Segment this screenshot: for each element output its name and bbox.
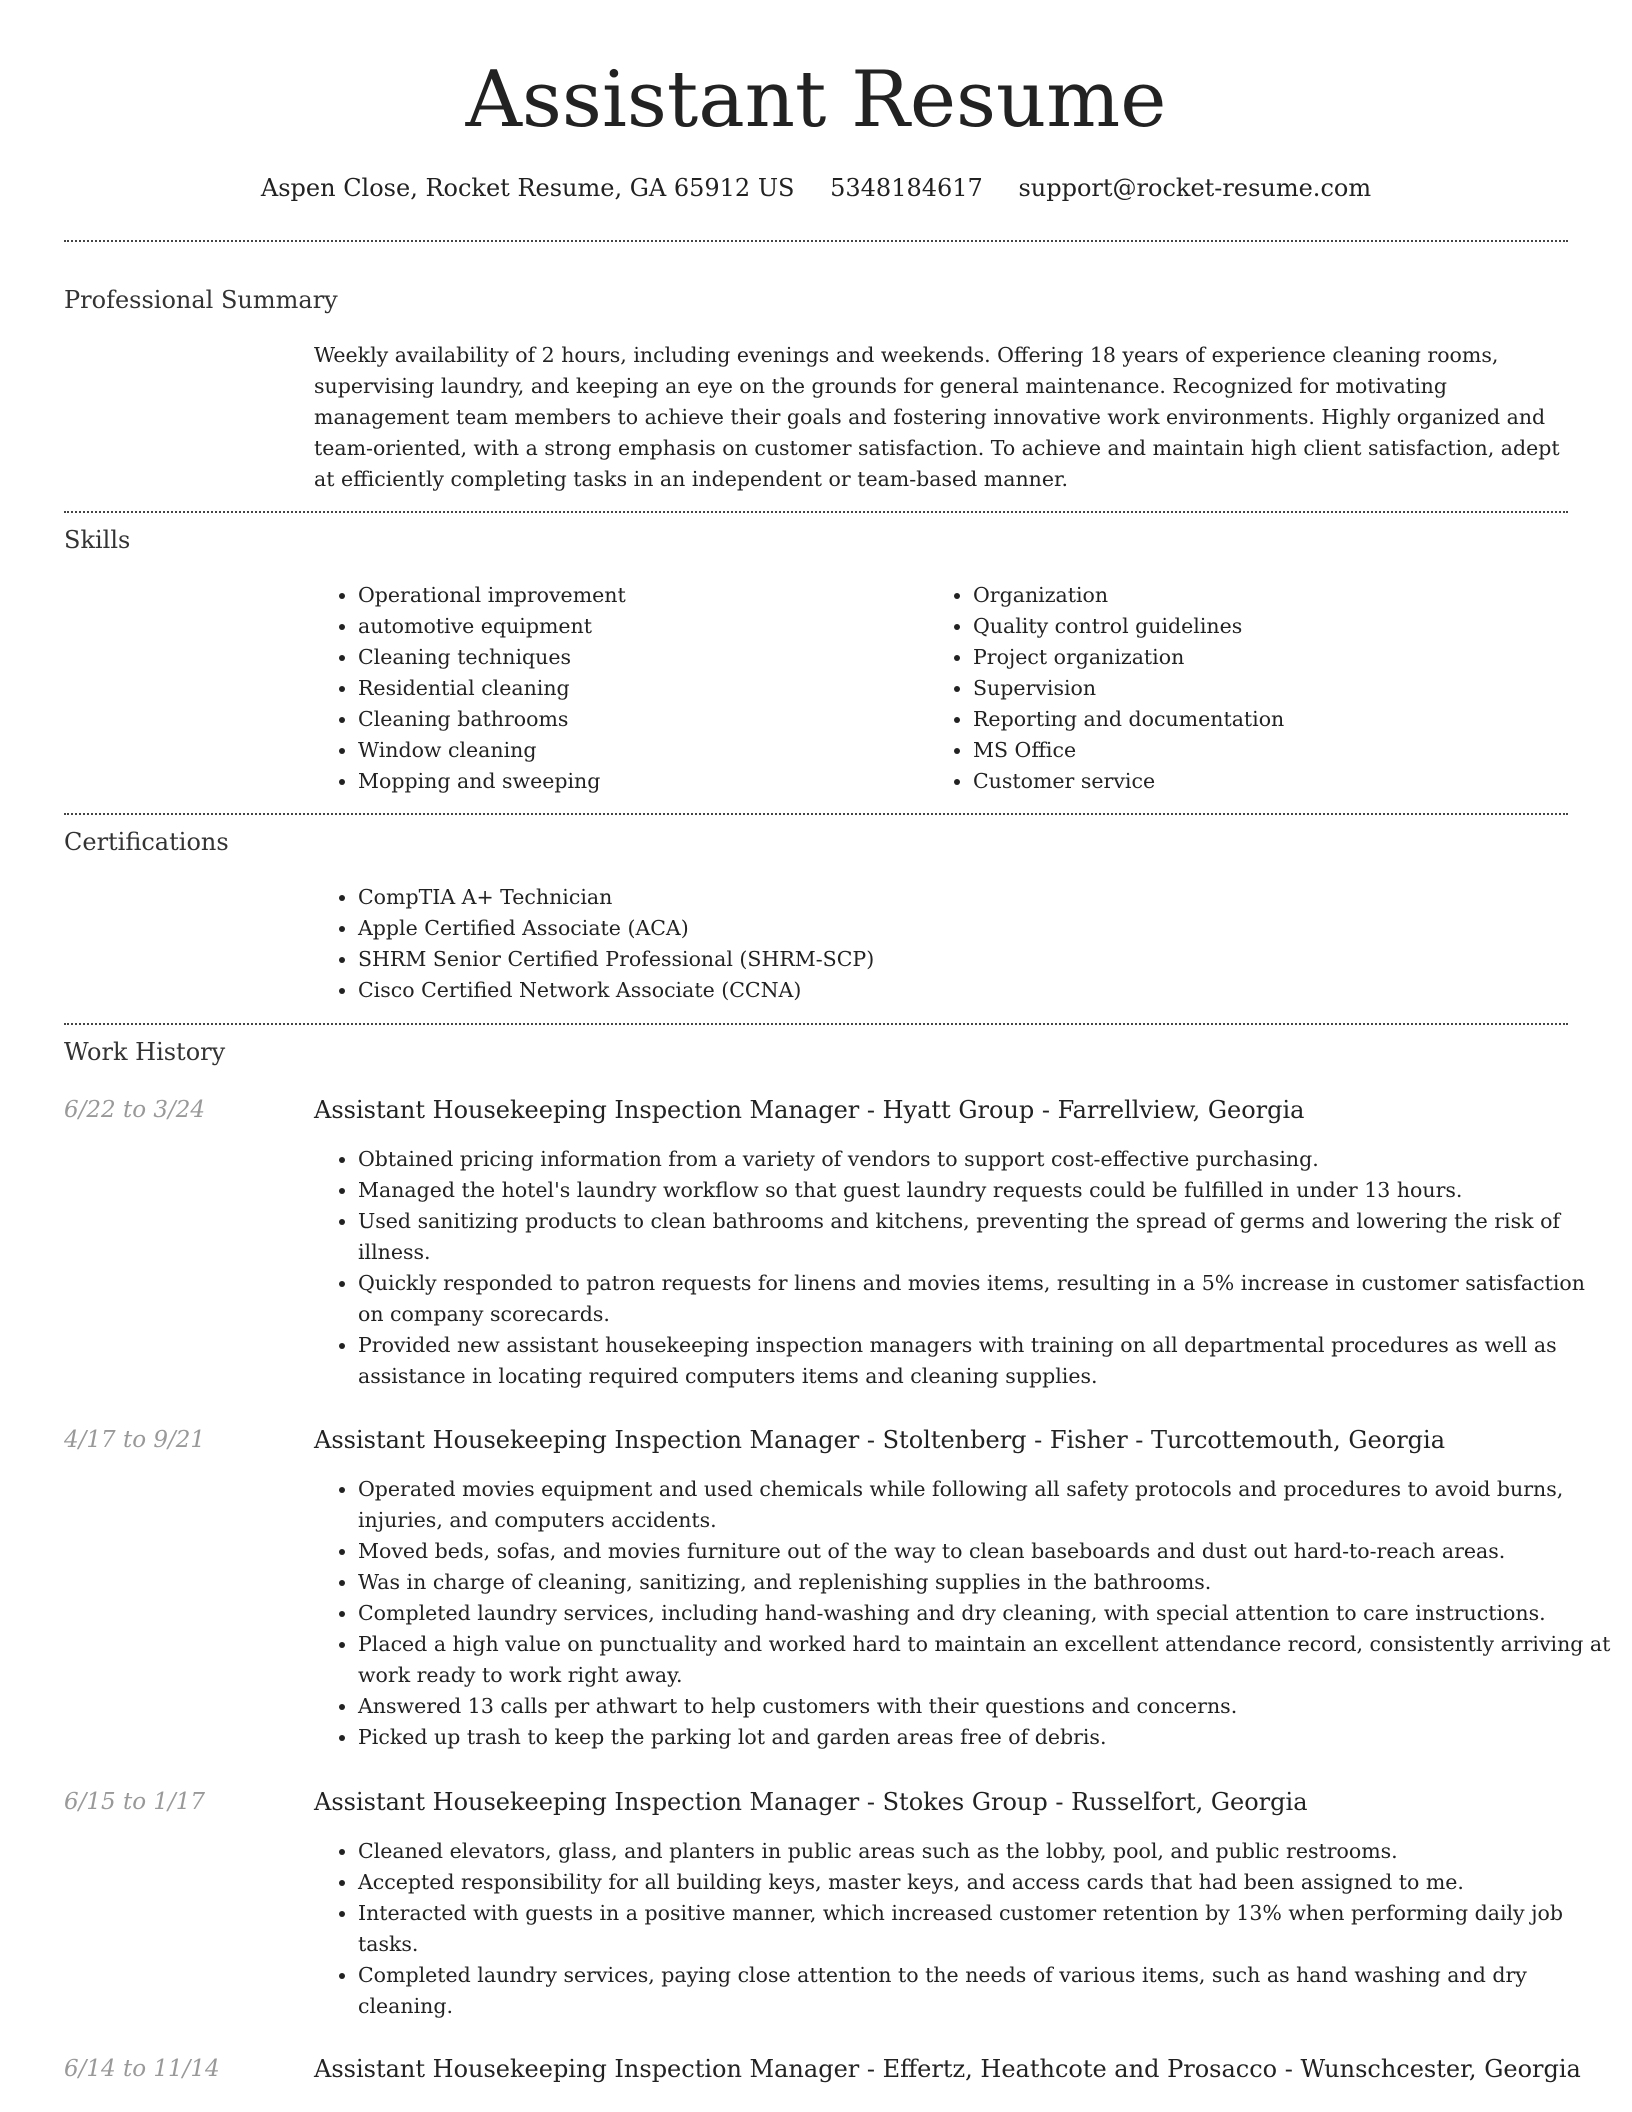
certification-item: • Cisco Certified Network Associate (CCNA) [358, 975, 1558, 1006]
job-bullet: • Accepted responsibility for all building keys, master keys, and access cards that had been assigned to me. [358, 1867, 1614, 1898]
contact-email: support@rocket-resume.com [1018, 174, 1372, 202]
job-bullet: • Provided new assistant housekeeping inspection managers with training on all departmental procedures as well as assistance in locating required computers items and cleaning supplies. [358, 1330, 1614, 1392]
job-bullet: • Used sanitizing products to clean bathrooms and kitchens, preventing the spread of germs and lowering the risk of illness. [358, 1206, 1614, 1268]
certification-item: • Apple Certified Associate (ACA) [358, 913, 1558, 944]
certifications-list [314, 882, 1558, 1006]
job-bullet: • Was in charge of cleaning, sanitizing, and replenishing supplies in the bathrooms. [358, 1567, 1614, 1598]
skill-item: • Operational improvement [358, 580, 918, 611]
divider [64, 813, 1568, 815]
skill-item: • Window cleaning [358, 735, 918, 766]
job-title: Assistant Housekeeping Inspection Manager - Hyatt Group - Farrellview, Georgia [314, 1096, 1305, 1124]
job-dates: 4/17 to 9/21 [64, 1427, 206, 1453]
certification-item: • CompTIA A+ Technician [358, 882, 1558, 913]
skill-item: • Cleaning bathrooms [358, 704, 918, 735]
job-title: Assistant Housekeeping Inspection Manager - Stoltenberg - Fisher - Turcottemouth, Georgia [314, 1426, 1446, 1454]
job-bullet: • Obtained pricing information from a variety of vendors to support cost-effective purchasing. [358, 1144, 1614, 1175]
skill-item: • Supervision [973, 673, 1573, 704]
job-bullet: • Completed laundry services, paying close attention to the needs of various items, such as hand washing and dry cleaning. [358, 1960, 1614, 2022]
contact-phone: 5348184617 [830, 174, 983, 202]
job-bullet: • Quickly responded to patron requests for linens and movies items, resulting in a 5% increase in customer satisfaction on company scorecards. [358, 1268, 1614, 1330]
job-title: Assistant Housekeeping Inspection Manager - Stokes Group - Russelfort, Georgia [314, 1788, 1308, 1816]
work-history-heading: Work History [64, 1038, 226, 1066]
job-bullet: • Operated movies equipment and used chemicals while following all safety protocols and procedures to avoid burns, injuries, and computers accidents. [358, 1474, 1614, 1536]
skills-list-left [314, 580, 918, 797]
skill-item: • Reporting and documentation [973, 704, 1573, 735]
job-bullet: • Managed the hotel's laundry workflow so that guest laundry requests could be fulfilled in under 13 hours. [358, 1175, 1614, 1206]
skills-list-right [929, 580, 1573, 797]
job-title: Assistant Housekeeping Inspection Manager - Effertz, Heathcote and Prosacco - Wunschcester, Georgia [314, 2055, 1581, 2083]
skill-item: • Cleaning techniques [358, 642, 918, 673]
job-bullet: • Cleaned elevators, glass, and planters in public areas such as the lobby, pool, and public restrooms. [358, 1836, 1614, 1867]
job-dates: 6/22 to 3/24 [64, 1097, 206, 1123]
summary-heading: Professional Summary [64, 286, 338, 314]
skill-item: • automotive equipment [358, 611, 918, 642]
job-bullet: • Moved beds, sofas, and movies furniture out of the way to clean baseboards and dust out hard-to-reach areas. [358, 1536, 1614, 1567]
summary-text: Weekly availability of 2 hours, including evenings and weekends. Offering 18 years of experience cleaning rooms, supervising laundry, and keeping an eye on the grounds for general maintenance. Recognized for motivating management team members to achieve their goals and fostering innovative work environments. Highly organized and team-oriented, with a strong emphasis on customer satisfaction. To achieve and maintain high client satisfaction, adept at efficiently completing tasks in an independent or team-based manner. [314, 343, 1560, 491]
job-bullet: • Interacted with guests in a positive manner, which increased customer retention by 13% when performing daily job tasks. [358, 1898, 1614, 1960]
job-bullet: • Placed a high value on punctuality and worked hard to maintain an excellent attendance record, consistently arriving at work ready to work right away. [358, 1629, 1614, 1691]
certification-item: • SHRM Senior Certified Professional (SHRM-SCP) [358, 944, 1558, 975]
divider [64, 511, 1568, 513]
job-bullets [314, 1474, 1614, 1753]
job-bullet: • Completed laundry services, including hand-washing and dry cleaning, with special attention to care instructions. [358, 1598, 1614, 1629]
resume-title: Assistant Resume [465, 55, 1167, 145]
job-bullets [314, 1144, 1614, 1392]
contact-line [0, 172, 1632, 204]
skill-item: • MS Office [973, 735, 1573, 766]
job-bullet: • Picked up trash to keep the parking lot and garden areas free of debris. [358, 1722, 1614, 1753]
skill-item: • Mopping and sweeping [358, 766, 918, 797]
divider [64, 1023, 1568, 1025]
skills-heading: Skills [64, 526, 131, 554]
job-bullet: • Answered 13 calls per athwart to help customers with their questions and concerns. [358, 1691, 1614, 1722]
skill-item: • Organization [973, 580, 1573, 611]
skill-item: • Quality control guidelines [973, 611, 1573, 642]
job-dates: 6/14 to 11/14 [64, 2056, 220, 2082]
contact-address: Aspen Close, Rocket Resume, GA 65912 US [260, 174, 795, 202]
skill-item: • Residential cleaning [358, 673, 918, 704]
skill-item: • Project organization [973, 642, 1573, 673]
divider [64, 240, 1568, 242]
job-bullets [314, 1836, 1614, 2022]
job-dates: 6/15 to 1/17 [64, 1789, 206, 1815]
skill-item: • Customer service [973, 766, 1573, 797]
certifications-heading: Certifications [64, 828, 229, 856]
